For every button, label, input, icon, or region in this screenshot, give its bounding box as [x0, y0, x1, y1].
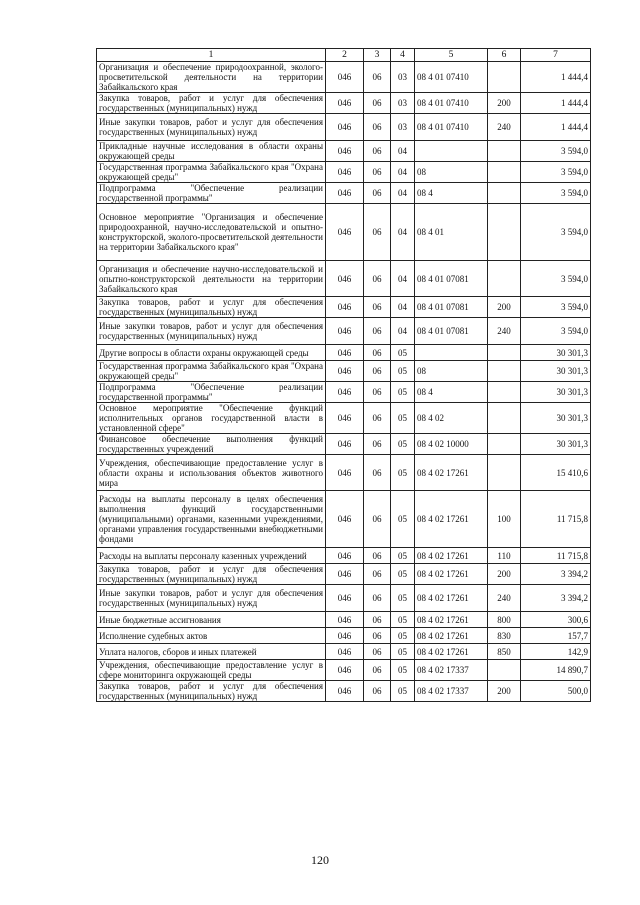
table-row	[97, 141, 591, 162]
row-expense-type: 800	[488, 612, 521, 628]
table-row	[97, 403, 591, 434]
row-ministry-code: 046	[326, 183, 364, 204]
row-target-article	[415, 345, 488, 361]
row-ministry-code: 046	[326, 585, 364, 612]
row-amount: 14 890,7	[521, 660, 591, 681]
row-ministry-code: 046	[326, 114, 364, 141]
row-section-code: 06	[364, 585, 391, 612]
table-row	[97, 491, 591, 548]
header-col-6: 6	[488, 49, 521, 62]
row-expense-type	[488, 183, 521, 204]
row-subsection-code: 04	[391, 141, 415, 162]
table-row	[97, 455, 591, 491]
row-section-code: 06	[364, 644, 391, 660]
header-row	[97, 49, 591, 62]
row-expense-type	[488, 660, 521, 681]
row-expense-type	[488, 403, 521, 434]
row-ministry-code: 046	[326, 345, 364, 361]
row-name: Организация и обеспечение научно-исследовательской и опытно-конструкторской деятельности на территории Забайкальского края	[97, 261, 326, 297]
row-subsection-code: 03	[391, 62, 415, 93]
row-target-article: 08 4 01 07410	[415, 114, 488, 141]
row-amount: 3 394,2	[521, 585, 591, 612]
row-target-article: 08 4	[415, 382, 488, 403]
row-section-code: 06	[364, 681, 391, 702]
row-ministry-code: 046	[326, 455, 364, 491]
row-subsection-code: 05	[391, 382, 415, 403]
table-row	[97, 644, 591, 660]
row-expense-type: 850	[488, 644, 521, 660]
row-amount: 3 594,0	[521, 141, 591, 162]
row-expense-type	[488, 382, 521, 403]
row-amount: 30 301,3	[521, 361, 591, 382]
row-target-article: 08	[415, 162, 488, 183]
row-expense-type: 110	[488, 548, 521, 564]
row-expense-type	[488, 62, 521, 93]
row-target-article: 08 4 02 17261	[415, 585, 488, 612]
row-expense-type	[488, 204, 521, 261]
row-amount: 3 594,0	[521, 261, 591, 297]
row-amount: 1 444,4	[521, 114, 591, 141]
row-ministry-code: 046	[326, 628, 364, 644]
row-ministry-code: 046	[326, 318, 364, 345]
row-target-article: 08 4 02 17261	[415, 491, 488, 548]
row-expense-type: 100	[488, 491, 521, 548]
row-name: Иные бюджетные ассигнования	[97, 612, 326, 628]
row-target-article: 08 4 02 17337	[415, 681, 488, 702]
row-target-article: 08 4 01 07081	[415, 297, 488, 318]
row-target-article: 08 4 02 17261	[415, 644, 488, 660]
table-row	[97, 162, 591, 183]
table-row	[97, 114, 591, 141]
row-ministry-code: 046	[326, 491, 364, 548]
row-ministry-code: 046	[326, 382, 364, 403]
table-body	[97, 62, 591, 702]
row-target-article: 08 4 01	[415, 204, 488, 261]
row-amount: 300,6	[521, 612, 591, 628]
table-row	[97, 261, 591, 297]
row-section-code: 06	[364, 548, 391, 564]
row-name: Учреждения, обеспечивающие предоставление услуг в области охраны и использования объектов животного мира	[97, 455, 326, 491]
row-target-article: 08 4 01 07081	[415, 261, 488, 297]
row-subsection-code: 05	[391, 628, 415, 644]
table-row	[97, 93, 591, 114]
row-section-code: 06	[364, 491, 391, 548]
table-row	[97, 628, 591, 644]
row-section-code: 06	[364, 403, 391, 434]
row-section-code: 06	[364, 434, 391, 455]
row-ministry-code: 046	[326, 681, 364, 702]
row-section-code: 06	[364, 261, 391, 297]
row-name: Государственная программа Забайкальского края "Охрана окружающей среды"	[97, 361, 326, 382]
row-name: Иные закупки товаров, работ и услуг для обеспечения государственных (муниципальных) нужд	[97, 114, 326, 141]
row-name: Расходы на выплаты персоналу казенных учреждений	[97, 548, 326, 564]
row-name: Закупка товаров, работ и услуг для обеспечения государственных (муниципальных) нужд	[97, 93, 326, 114]
row-subsection-code: 05	[391, 455, 415, 491]
row-subsection-code: 05	[391, 660, 415, 681]
row-amount: 11 715,8	[521, 548, 591, 564]
row-section-code: 06	[364, 455, 391, 491]
row-name: Закупка товаров, работ и услуг для обеспечения государственных (муниципальных) нужд	[97, 681, 326, 702]
row-name: Основное мероприятие "Организация и обеспечение природоохранной, научно-исследовательской и опытно-конструкторской, эколого-просветительской деятельности на территории Забайкальского края"	[97, 204, 326, 261]
row-expense-type: 200	[488, 297, 521, 318]
table-row	[97, 564, 591, 585]
row-target-article: 08 4 02 17261	[415, 628, 488, 644]
budget-table	[96, 48, 591, 702]
row-section-code: 06	[364, 382, 391, 403]
row-target-article: 08 4 01 07410	[415, 62, 488, 93]
table-row	[97, 361, 591, 382]
header-col-4: 4	[391, 49, 415, 62]
row-amount: 1 444,4	[521, 62, 591, 93]
row-expense-type	[488, 361, 521, 382]
page-number: 120	[311, 853, 329, 867]
row-amount: 1 444,4	[521, 93, 591, 114]
row-amount: 30 301,3	[521, 403, 591, 434]
row-target-article: 08 4 02 17337	[415, 660, 488, 681]
row-name: Закупка товаров, работ и услуг для обеспечения государственных (муниципальных) нужд	[97, 564, 326, 585]
row-target-article: 08 4 01 07081	[415, 318, 488, 345]
row-ministry-code: 046	[326, 297, 364, 318]
row-name: Учреждения, обеспечивающие предоставление услуг в сфере мониторинга окружающей среды	[97, 660, 326, 681]
row-ministry-code: 046	[326, 612, 364, 628]
row-name: Подпрограмма "Обеспечение реализации государственной программы"	[97, 183, 326, 204]
row-expense-type	[488, 261, 521, 297]
row-subsection-code: 05	[391, 612, 415, 628]
table-row	[97, 297, 591, 318]
row-name: Организация и обеспечение природоохранной, эколого-просветительской деятельности на территории Забайкальского края	[97, 62, 326, 93]
table-row	[97, 434, 591, 455]
row-subsection-code: 04	[391, 204, 415, 261]
row-amount: 500,0	[521, 681, 591, 702]
header-col-2: 2	[326, 49, 364, 62]
row-ministry-code: 046	[326, 564, 364, 585]
row-target-article: 08 4 02 10000	[415, 434, 488, 455]
row-ministry-code: 046	[326, 434, 364, 455]
row-amount: 3 594,0	[521, 162, 591, 183]
row-expense-type: 200	[488, 681, 521, 702]
row-amount: 142,9	[521, 644, 591, 660]
row-expense-type: 240	[488, 318, 521, 345]
row-ministry-code: 046	[326, 644, 364, 660]
row-subsection-code: 04	[391, 297, 415, 318]
row-amount: 30 301,3	[521, 345, 591, 361]
row-section-code: 06	[364, 62, 391, 93]
row-section-code: 06	[364, 162, 391, 183]
row-section-code: 06	[364, 297, 391, 318]
row-ministry-code: 046	[326, 93, 364, 114]
row-name: Закупка товаров, работ и услуг для обеспечения государственных (муниципальных) нужд	[97, 297, 326, 318]
row-subsection-code: 05	[391, 403, 415, 434]
row-target-article: 08 4 02 17261	[415, 612, 488, 628]
header-col-3: 3	[364, 49, 391, 62]
row-expense-type: 240	[488, 585, 521, 612]
row-subsection-code: 05	[391, 585, 415, 612]
row-subsection-code: 05	[391, 491, 415, 548]
row-section-code: 06	[364, 318, 391, 345]
row-section-code: 06	[364, 93, 391, 114]
table-row	[97, 204, 591, 261]
row-subsection-code: 04	[391, 318, 415, 345]
row-subsection-code: 04	[391, 261, 415, 297]
row-amount: 3 594,0	[521, 183, 591, 204]
row-amount: 3 394,2	[521, 564, 591, 585]
row-ministry-code: 046	[326, 204, 364, 261]
row-target-article: 08 4 02	[415, 403, 488, 434]
table-row	[97, 62, 591, 93]
row-name: Иные закупки товаров, работ и услуг для обеспечения государственных (муниципальных) нужд	[97, 585, 326, 612]
row-subsection-code: 05	[391, 361, 415, 382]
row-ministry-code: 046	[326, 403, 364, 434]
header-col-1: 1	[97, 49, 326, 62]
row-subsection-code: 04	[391, 162, 415, 183]
row-subsection-code: 05	[391, 434, 415, 455]
row-amount: 15 410,6	[521, 455, 591, 491]
row-expense-type	[488, 455, 521, 491]
row-section-code: 06	[364, 628, 391, 644]
row-target-article: 08 4 02 17261	[415, 564, 488, 585]
row-target-article: 08 4 02 17261	[415, 548, 488, 564]
row-section-code: 06	[364, 564, 391, 585]
row-subsection-code: 05	[391, 548, 415, 564]
row-target-article: 08 4	[415, 183, 488, 204]
row-amount: 30 301,3	[521, 434, 591, 455]
row-section-code: 06	[364, 660, 391, 681]
row-target-article	[415, 141, 488, 162]
row-ministry-code: 046	[326, 62, 364, 93]
row-name: Прикладные научные исследования в области охраны окружающей среды	[97, 141, 326, 162]
table-row	[97, 382, 591, 403]
row-target-article: 08 4 02 17261	[415, 455, 488, 491]
row-name: Финансовое обеспечение выполнения функций государственных учреждений	[97, 434, 326, 455]
table-row	[97, 681, 591, 702]
row-name: Государственная программа Забайкальского края "Охрана окружающей среды"	[97, 162, 326, 183]
row-expense-type: 200	[488, 564, 521, 585]
table-row	[97, 345, 591, 361]
row-ministry-code: 046	[326, 141, 364, 162]
row-amount: 3 594,0	[521, 297, 591, 318]
table-row	[97, 660, 591, 681]
row-name: Подпрограмма "Обеспечение реализации государственной программы"	[97, 382, 326, 403]
row-expense-type: 240	[488, 114, 521, 141]
row-ministry-code: 046	[326, 660, 364, 681]
row-subsection-code: 05	[391, 564, 415, 585]
row-subsection-code: 04	[391, 183, 415, 204]
row-name: Основное мероприятие "Обеспечение функций исполнительных органов государственной власти в установленной сфере"	[97, 403, 326, 434]
table-row	[97, 318, 591, 345]
row-ministry-code: 046	[326, 162, 364, 183]
row-subsection-code: 05	[391, 644, 415, 660]
table-row	[97, 548, 591, 564]
row-amount: 157,7	[521, 628, 591, 644]
row-expense-type: 830	[488, 628, 521, 644]
row-section-code: 06	[364, 183, 391, 204]
row-expense-type	[488, 141, 521, 162]
row-target-article: 08 4 01 07410	[415, 93, 488, 114]
row-subsection-code: 03	[391, 114, 415, 141]
row-subsection-code: 03	[391, 93, 415, 114]
header-col-5: 5	[415, 49, 488, 62]
table-header	[97, 49, 591, 62]
row-section-code: 06	[364, 345, 391, 361]
row-ministry-code: 046	[326, 548, 364, 564]
table-row	[97, 585, 591, 612]
row-name: Иные закупки товаров, работ и услуг для обеспечения государственных (муниципальных) нужд	[97, 318, 326, 345]
row-subsection-code: 05	[391, 345, 415, 361]
row-name: Другие вопросы в области охраны окружающей среды	[97, 345, 326, 361]
row-amount: 3 594,0	[521, 204, 591, 261]
row-expense-type	[488, 162, 521, 183]
row-amount: 11 715,8	[521, 491, 591, 548]
table-row	[97, 612, 591, 628]
row-amount: 3 594,0	[521, 318, 591, 345]
row-name: Исполнение судебных актов	[97, 628, 326, 644]
row-ministry-code: 046	[326, 361, 364, 382]
row-section-code: 06	[364, 361, 391, 382]
row-target-article: 08	[415, 361, 488, 382]
row-name: Расходы на выплаты персоналу в целях обеспечения выполнения функций государственными (муниципальными) органами, казенными учреждениями, органами управления государственными внебюджетными фондами	[97, 491, 326, 548]
row-subsection-code: 05	[391, 681, 415, 702]
row-section-code: 06	[364, 204, 391, 261]
table-row	[97, 183, 591, 204]
row-name: Уплата налогов, сборов и иных платежей	[97, 644, 326, 660]
row-expense-type	[488, 434, 521, 455]
row-section-code: 06	[364, 141, 391, 162]
row-ministry-code: 046	[326, 261, 364, 297]
row-amount: 30 301,3	[521, 382, 591, 403]
row-section-code: 06	[364, 114, 391, 141]
row-expense-type: 200	[488, 93, 521, 114]
header-col-7: 7	[521, 49, 591, 62]
row-section-code: 06	[364, 612, 391, 628]
row-expense-type	[488, 345, 521, 361]
